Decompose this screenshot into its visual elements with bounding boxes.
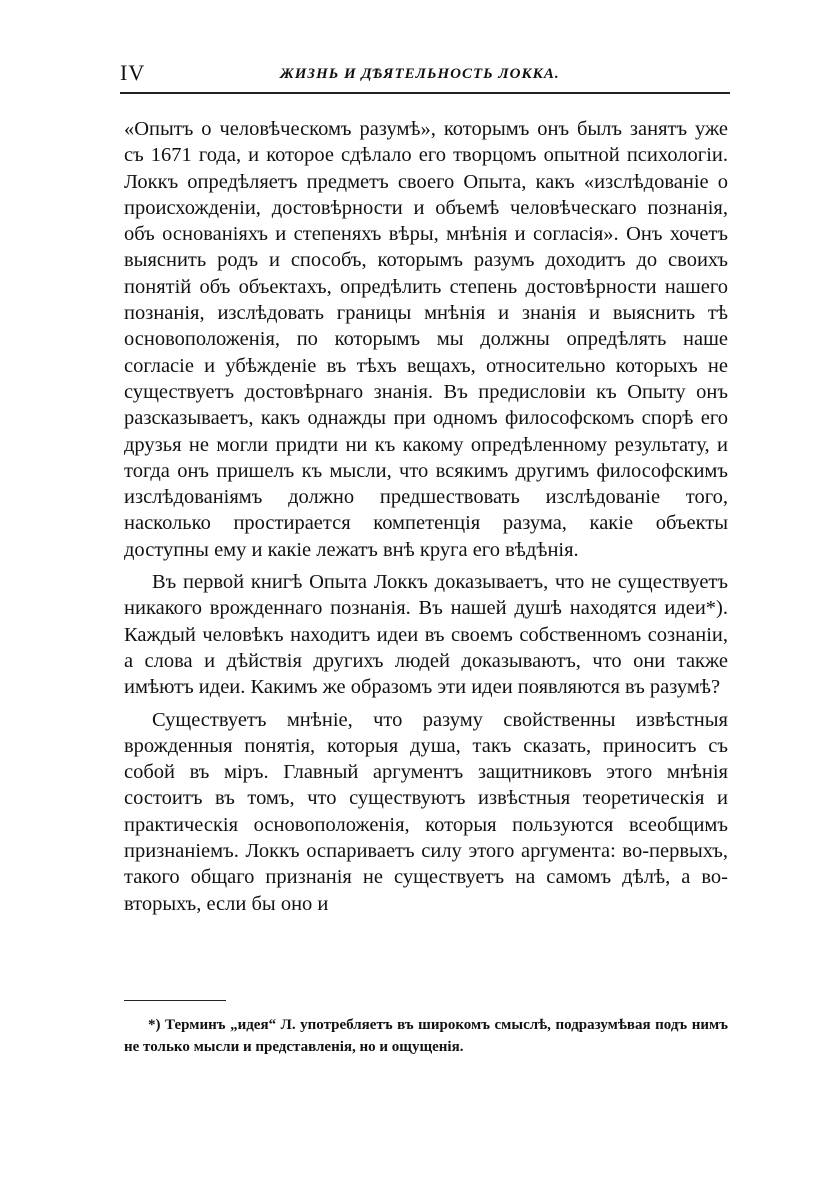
paragraph: Существуетъ мнѣніе, что разуму свойственны извѣстныя врожденныя понятія, которыя душа, такъ сказать, приноситъ съ собой въ міръ. Главный аргументъ защитниковъ этого мнѣнія состоитъ въ томъ, что существуютъ извѣстныя теоретическія и практическія основоположенія, которыя пользуются всеобщимъ признаніемъ. Локкъ оспариваетъ силу этого аргумента: во-первыхъ, такого общаго признанія не существуетъ на самомъ дѣлѣ, а во-вторыхъ, если бы оно и [124, 708, 728, 915]
footnote-rule [124, 1000, 226, 1001]
footnote [124, 1014, 728, 1058]
page-number: IV [120, 60, 146, 85]
footnote-text: *) Терминъ „идея“ Л. употребляетъ въ широкомъ смыслѣ, подразумѣвая подъ нимъ не только мысли и представленія, но и ощущенія. [124, 1017, 728, 1055]
page-header [120, 58, 728, 88]
main-text [124, 116, 728, 917]
paragraph: Въ первой книгѣ Опыта Локкъ доказываетъ, что не существуетъ никакого врожденнаго познанія. Въ нашей душѣ находятся идеи*). Каждый человѣкъ находитъ идеи въ своемъ собственномъ сознаніи, а слова и дѣйствія другихъ людей доказываютъ, что они также имѣютъ идеи. Какимъ же образомъ эти идеи появляются въ разумѣ? [124, 571, 728, 699]
running-title: ЖИЗНЬ И ДѢЯТЕЛЬНОСТЬ ЛОККА. [280, 66, 560, 82]
header-rule [120, 92, 730, 94]
paragraph: «Опытъ о человѣческомъ разумѣ», которымъ онъ былъ занятъ уже съ 1671 года, и которое сдѣлало его творцомъ опытной психологіи. Локкъ опредѣляетъ предметъ своего Опыта, какъ «изслѣдованіе о происхожденіи, достовѣрности и объемѣ человѣческаго познанія, объ основаніяхъ и степеняхъ вѣры, мнѣнія и согласія». Онъ хочетъ выяснить родъ и способъ, которымъ разумъ доходитъ до своихъ понятій объ объектахъ, опредѣлить степень достовѣрности нашего познанія, изслѣдовать границы мнѣнія и знанія и выяснить тѣ основоположенія, по которымъ мы должны опредѣлять наше согласіе и убѣжденіе въ тѣхъ вещахъ, относительно которыхъ не существуетъ достовѣрнаго знанія. Въ предисловіи къ Опыту онъ разсказываетъ, какъ однажды при одномъ философскомъ спорѣ его друзья не могли придти ни къ какому опредѣленному результату, и тогда онъ пришелъ къ мысли, что всякимъ другимъ философскимъ изслѣдованіямъ должно предшествовать изслѣдованіе того, насколько простирается компетенція разума, какіе объекты доступны ему и какіе лежатъ внѣ круга его вѣдѣнія. [124, 118, 728, 561]
